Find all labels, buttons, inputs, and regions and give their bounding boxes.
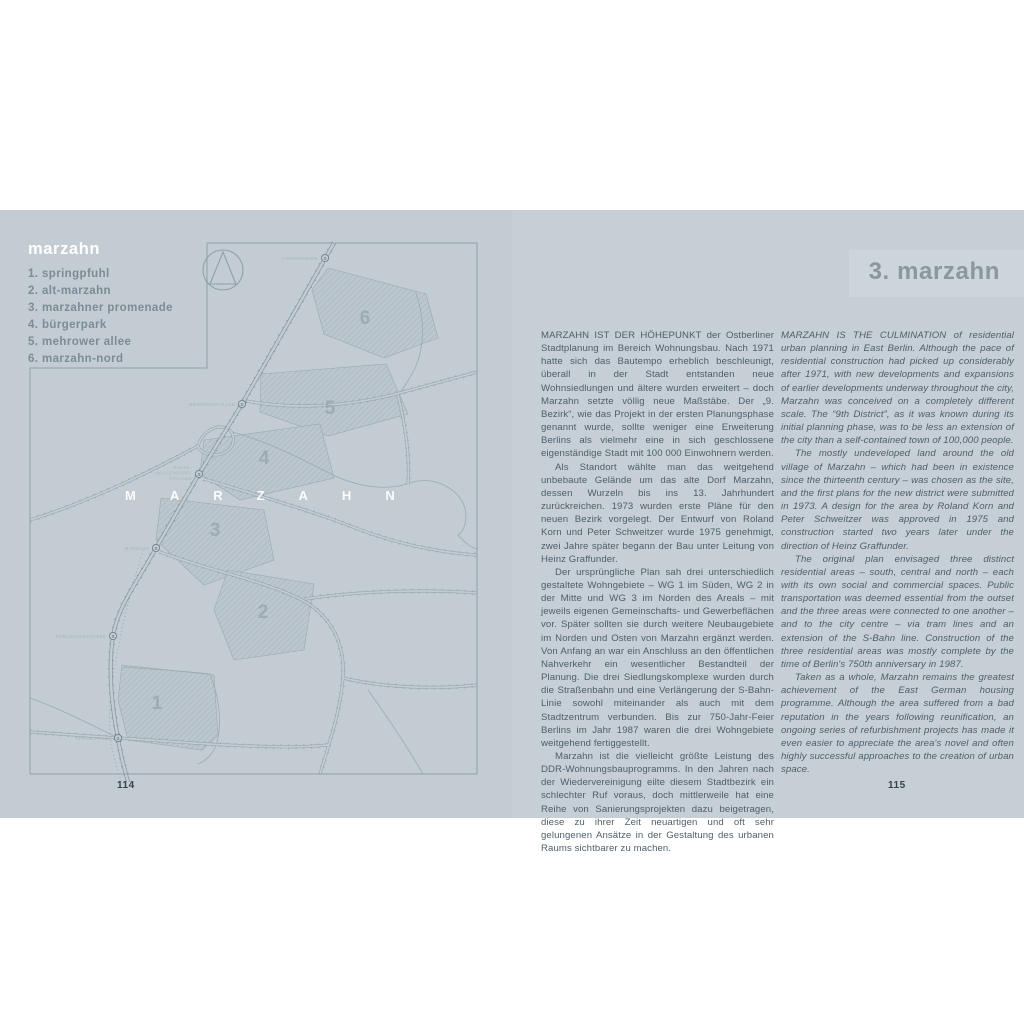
- german-text-column: [541, 329, 774, 855]
- legend-item-mehrower-allee: 5. mehrower allee: [28, 336, 132, 348]
- legend-item-marzahn-nord: 6. marzahn-nord: [28, 353, 124, 365]
- station-label-ahrensfelde: AHRENSFELDE: [281, 256, 318, 261]
- area-3-marzahner-promenade: [156, 498, 274, 585]
- station-s-symbol: S: [116, 735, 120, 741]
- area-number-3: 3: [209, 520, 221, 541]
- page-right: [512, 210, 1024, 855]
- area-number-6: 6: [359, 308, 371, 329]
- road-casings: [30, 372, 477, 774]
- area-number-4: 4: [258, 448, 270, 469]
- legend-item-buergerpark: 4. bürgerpark: [28, 319, 107, 331]
- legend-item-alt-marzahn: 2. alt-marzahn: [28, 285, 111, 297]
- station-label-springpfuhl: SPRINGPFUHL: [75, 736, 111, 741]
- german-paragraph-3: Der ursprüngliche Plan sah drei unterschiedlich gestaltete Wohngebiete – WG 1 im Süden, WG 2 in der Mitte und WG 3 im Norden des Areals – mit jeweils eigenen Gemeinschafts- und Gewerbeflächen vor. Später sollten sie durch weitere Neubaugebiete im Norden und Osten von Marzahn ergänzt werden. Von Anfang an war ein Anschluss an den öffentlichen Nahverkehr ein wesentlicher Bestandteil der Planung. Die drei Siedlungskomplexe wurden durch die Straßenbahn und eine Verlängerung der S-Bahn-Linie sowohl miteinander als auch mit dem Stadtzentrum verbunden. Bis zur 750-Jahr-Feier Berlins im Jahr 1987 waren die drei Wohngebiete weitgehend fertiggestellt.: [541, 566, 774, 749]
- area-1-springpfuhl: [118, 665, 218, 750]
- station-s-symbol: S: [154, 545, 158, 551]
- station-label-raoul-line2: WALLENBERG-: [156, 470, 192, 476]
- page-number-left: 114: [117, 780, 135, 791]
- station-label-poelchaustrasse: POELCHAUSTRASSE: [55, 634, 106, 639]
- station-label-mehrower-allee: MEHROWER ALLEE: [188, 402, 235, 407]
- english-paragraph-4: Taken as a whole, Marzahn remains the greatest achievement of the East German housing programme. Although the area suffered from a bad reputation in the years following reunification, an ongoing series of refurbishment projects has made it even easier to appreciate the area's novel and often highly successful approaches to the creation of urban space.: [781, 672, 1014, 776]
- page-left: [0, 210, 512, 818]
- area-number-5: 5: [324, 398, 336, 419]
- legend-item-springpfuhl: 1. springpfuhl: [28, 268, 110, 280]
- road-hatching: [30, 372, 477, 774]
- station-label-raoul-line3: STRASSE: [168, 476, 192, 481]
- english-text-column: [781, 329, 1014, 776]
- area-number-1: 1: [151, 693, 163, 714]
- station-s-symbol: S: [111, 633, 115, 639]
- book-spread: [0, 210, 1024, 855]
- chapter-heading: 3. marzahn: [868, 258, 1000, 285]
- north-compass-icon: [203, 250, 243, 290]
- station-label-marzahn: MARZAHN: [124, 546, 149, 551]
- marzahn-district-map: [28, 238, 480, 782]
- german-paragraph-2: Als Standort wählte man das weitgehend unbebaute Gelände um das alte Dorf Marzahn, dessen Wurzeln bis ins 13. Jahrhundert zurückreichen. 1973 wurden erste Pläne für den neuen Bezirk vorgelegt. Der Entwurf von Roland Korn und Peter Schweitzer wurde 1975 genehmigt, zwei Jahre später begann der Bau unter Leitung von Heinz Graffunder.: [541, 461, 774, 565]
- page-number-right: 115: [888, 780, 906, 791]
- station-label-raoul-line1: RAOUL-: [173, 465, 192, 470]
- english-paragraph-2: The mostly undeveloped land around the old village of Marzahn – which had been in existence since the thirteenth century – was chosen as the site, and the first plans for the new district were submitted in 1973. A design for the area by Roland Korn and Peter Schweitzer was approved in 1975 and construction started two years later under the direction of Heinz Graffunder.: [781, 448, 1014, 552]
- german-paragraph-1: MARZAHN IST DER HÖHEPUNKT der Ostberliner Stadtplanung im Bereich Wohnungsbau. Nach 1971 hatte sich das Bautempo erheblich beschleunigt, überall in der Stadt entstanden neue Wohnsiedlungen und ältere wurden erweitert – doch Marzahn setzte völlig neue Maßstäbe. Der „9. Bezirk“, wie das Projekt in der ersten Planungsphase genannt wurde, sollte weniger eine Erweiterung Berlins als vielmehr eine in sich geschlossene eigenständige Stadt mit 100 000 Einwohnern werden.: [541, 330, 774, 460]
- legend-title: marzahn: [28, 240, 101, 258]
- station-s-symbol: S: [240, 401, 244, 407]
- area-6-marzahn-nord: [312, 268, 438, 358]
- german-paragraph-4: Marzahn ist die vielleicht größte Leistung des DDR-Wohnungsbauprogramms. In den Jahren nach der Wiedervereinigung eilte diesem Stadtbezirk ein schlechter Ruf voraus, doch mittlerweile hat eine Reihe von Sanierungsprojekten dazu beigetragen, diese zu ihrer Zeit neuartigen und oft sehr gelungenen Ansätze in der Gestaltung des urbanen Raums sichtbarer zu machen.: [541, 751, 774, 855]
- station-s-symbol: S: [197, 471, 201, 477]
- english-paragraph-1: MARZAHN IS THE CULMINATION of residential urban planning in East Berlin. Although the pace of residential construction had picked up considerably after 1971, with new developments and expansions of earlier developments underway throughout the city, Marzahn was conceived on a completely different scale. The “9th District”, as it was known during its initial planning phase, was to be less an extension of the city than a self-contained town of 100,000 people.: [781, 330, 1014, 447]
- map-watermark-marzahn: MARZAHN: [125, 488, 429, 503]
- area-number-2: 2: [257, 602, 269, 623]
- legend-item-marzahner-promenade: 3. marzahner promenade: [28, 302, 173, 314]
- station-s-symbol: S: [323, 255, 327, 261]
- road-centers: [30, 372, 477, 774]
- english-paragraph-3: The original plan envisaged three distinct residential areas – south, central and north – each with its own social and commercial spaces. Public transportation was deemed essential from the outset and the three areas were connected to one another – and to the city centre – via tram lines and an extension of the S-Bahn line. Construction of the three residential areas was mostly complete by the time of Berlin's 750th anniversary in 1987.: [781, 553, 1014, 670]
